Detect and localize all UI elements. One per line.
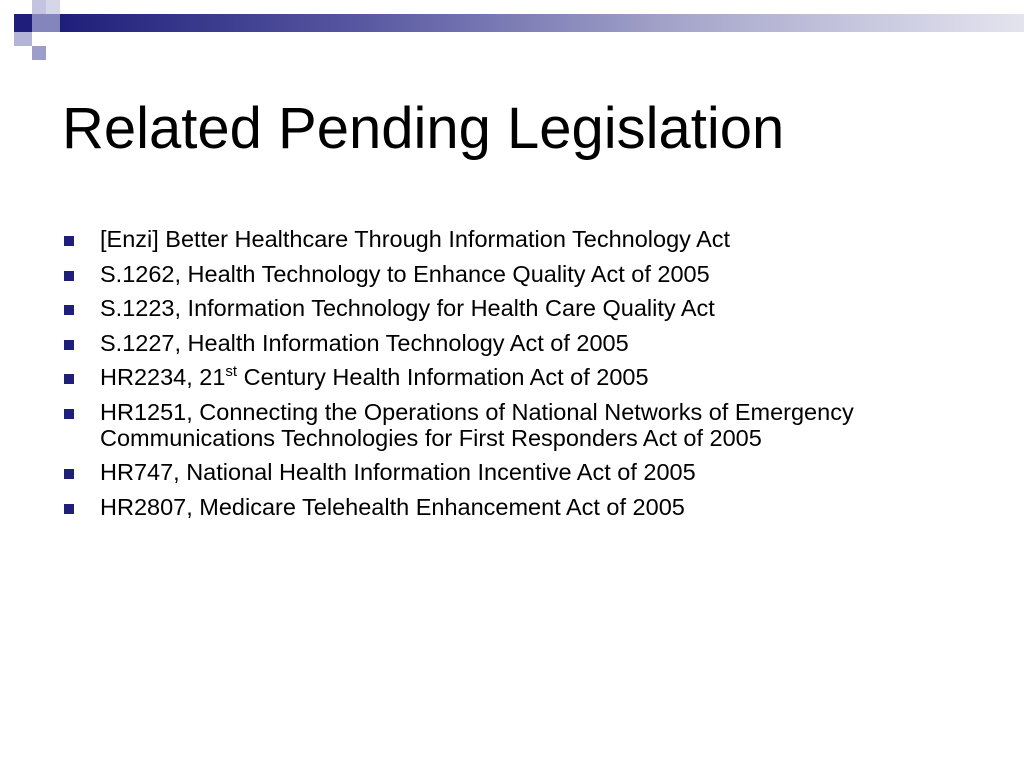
- list-item-text: [Enzi] Better Healthcare Through Information Technology Act: [100, 226, 731, 252]
- header-gradient-bar: [60, 14, 1024, 32]
- deco-square: [46, 0, 60, 14]
- list-item: [62, 261, 982, 287]
- square-bullet-icon: [64, 469, 74, 479]
- list-item: [62, 295, 982, 321]
- list-item-text: HR1251, Connecting the Operations of National Networks of Emergency Communications Technologies for First Responders Act of 2005: [100, 398, 854, 451]
- deco-square: [32, 0, 46, 14]
- list-item: [62, 364, 982, 390]
- list-item-text: [100, 364, 649, 390]
- deco-square: [32, 46, 46, 60]
- list-item-text: S.1227, Health Information Technology Act of 2005: [100, 329, 629, 356]
- list-item-text: HR747, National Health Information Incentive Act of 2005: [100, 459, 696, 485]
- deco-square: [14, 32, 32, 46]
- deco-square: [14, 14, 32, 32]
- list-item: [62, 494, 982, 520]
- square-bullet-icon: [64, 236, 74, 246]
- slide-header-decoration: [0, 0, 1024, 70]
- deco-square: [32, 14, 60, 32]
- square-bullet-icon: [64, 504, 74, 514]
- square-bullet-icon: [64, 305, 74, 315]
- list-item-text-part: HR2234, 21: [100, 364, 226, 390]
- list-item-text-part: Century Health Information Act of 2005: [237, 364, 649, 390]
- list-item: [62, 330, 982, 356]
- square-bullet-icon: [64, 374, 74, 384]
- square-bullet-icon: [64, 340, 74, 350]
- list-item-text: S.1262, Health Technology to Enhance Quality Act of 2005: [100, 260, 710, 287]
- list-item-text: S.1223, Information Technology for Health Care Quality Act: [100, 295, 715, 321]
- ordinal-suffix: st: [225, 363, 238, 381]
- list-item: [62, 459, 982, 485]
- list-item: [62, 226, 982, 252]
- list-item: [62, 399, 982, 451]
- list-item-text: HR2807, Medicare Telehealth Enhancement Act of 2005: [100, 493, 685, 520]
- slide-title: Related Pending Legislation: [62, 96, 785, 161]
- legislation-list: [62, 226, 982, 528]
- square-bullet-icon: [64, 409, 74, 419]
- square-bullet-icon: [64, 271, 74, 281]
